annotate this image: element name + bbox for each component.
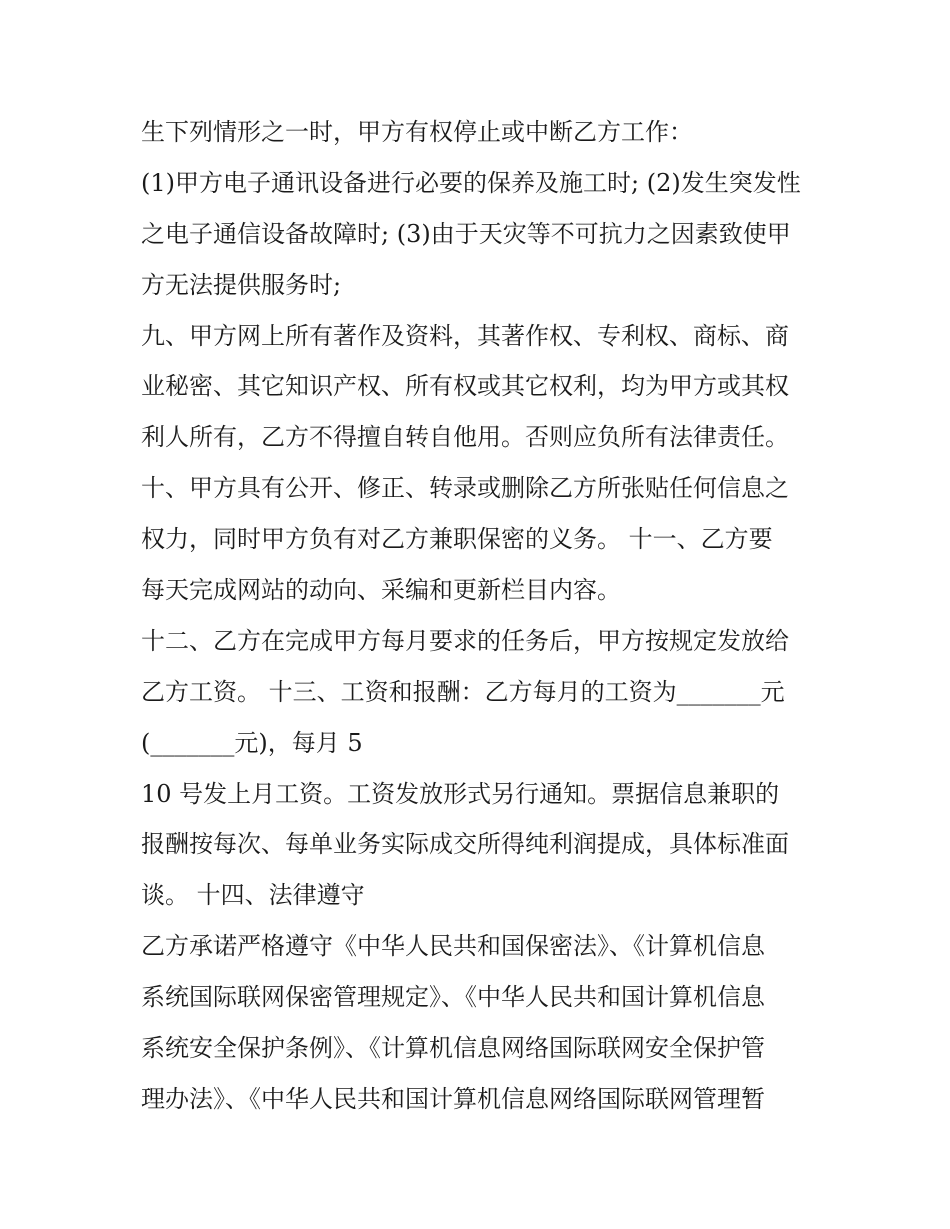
text-line: 系统安全保护条例》、《计算机信息网络国际联网安全保护管 — [141, 1034, 765, 1063]
document-body — [141, 107, 831, 1125]
text-line: 业秘密、其它知识产权、所有权或其它权利，均为甲方或其权 — [141, 372, 789, 401]
text-line: 十、甲方具有公开、修正、转录或删除乙方所张贴任何信息之 — [141, 474, 789, 503]
text-line: 每天完成网站的动向、采编和更新栏目内容。 — [141, 576, 621, 605]
text-line: 之电子通信设备故障时; (3)由于天灾等不可抗力之因素致使甲 — [141, 219, 791, 248]
text-line: 乙方承诺严格遵守《中华人民共和国保密法》、《计算机信息 — [141, 932, 765, 961]
text-line: 生下列情形之一时，甲方有权停止或中断乙方工作： — [141, 118, 693, 146]
text-line: (1)甲方电子通讯设备进行必要的保养及施工时; (2)发生突发性 — [141, 168, 801, 197]
text-line: 理办法》、《中华人民共和国计算机信息网络国际联网管理暂 — [141, 1084, 765, 1113]
text-line: (_______元)，每月 5 — [141, 728, 363, 757]
text-line: 报酬按每次、每单业务实际成交所得纯利润提成，具体标准面 — [141, 830, 789, 859]
text-line: 谈。 十四、法律遵守 — [141, 881, 365, 910]
text-line: 方无法提供服务时; — [141, 270, 342, 299]
text-line: 10 号发上月工资。工资发放形式另行通知。票据信息兼职的 — [141, 779, 780, 808]
text-line: 九、甲方网上所有著作及资料，其著作权、专利权、商标、商 — [141, 321, 789, 350]
text-line: 系统国际联网保密管理规定》、《中华人民共和国计算机信息 — [141, 983, 765, 1012]
text-line: 十二、乙方在完成甲方每月要求的任务后，甲方按规定发放给 — [141, 626, 789, 655]
text-line: 乙方工资。 十三、工资和报酬：乙方每月的工资为_______元 — [141, 677, 785, 706]
text-line: 利人所有，乙方不得擅自转自他用。否则应负所有法律责任。 — [141, 423, 789, 452]
text-line: 权力，同时甲方负有对乙方兼职保密的义务。 十一、乙方要 — [141, 525, 773, 554]
